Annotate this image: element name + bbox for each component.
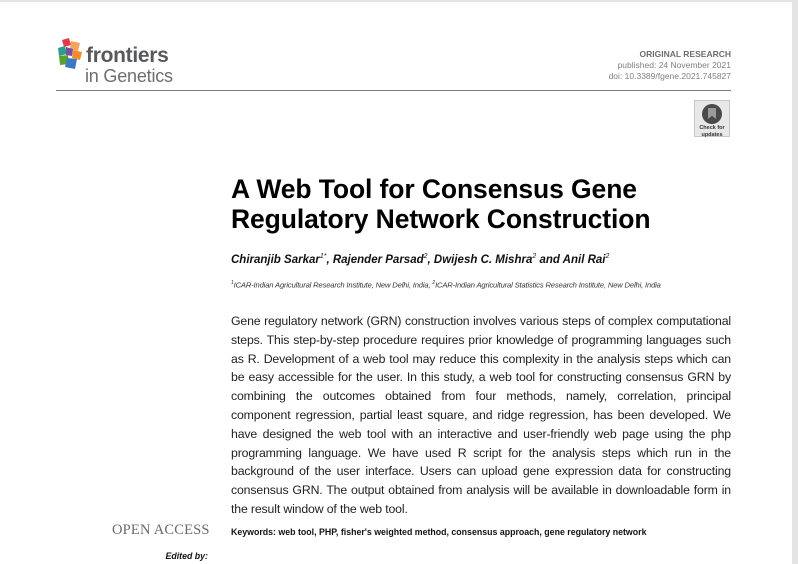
keywords: Keywords: web tool, PHP, fisher's weighted method, consensus approach, gene regulatory network (231, 527, 647, 537)
journal-logo[interactable] (56, 38, 196, 88)
author-name[interactable]: Rajender Parsad (332, 253, 424, 266)
doi-link[interactable]: doi: 10.3389/fgene.2021.745827 (608, 71, 731, 81)
check-updates-label-1: Check for (699, 125, 725, 131)
affiliation-text: ICAR-Indian Agricultural Research Institute, New Delhi, India, (233, 280, 433, 290)
published-date: published: 24 November 2021 (617, 60, 731, 70)
affiliation-text: ICAR-Indian Agricultural Statistics Research Institute, New Delhi, India (435, 280, 661, 290)
check-updates-label-2: updates (701, 132, 723, 138)
author-list (231, 253, 609, 266)
bookmark-icon (702, 104, 722, 124)
author-name[interactable]: Chiranjib Sarkar (231, 253, 320, 266)
header-divider (56, 90, 731, 91)
author-name[interactable]: Anil Rai (562, 253, 606, 266)
article-page (0, 2, 792, 564)
author-name[interactable]: Dwijesh C. Mishra (433, 253, 533, 266)
author-affil-sup: 2 (605, 253, 610, 260)
author-separator: , (326, 253, 333, 266)
author-affil-sup: 2 (532, 253, 537, 260)
author-separator: and (536, 253, 563, 266)
affil-sup: 2 (432, 280, 436, 286)
affiliations (231, 280, 661, 290)
open-access-label: OPEN ACCESS (112, 522, 210, 538)
journal-name-line2: in Genetics (85, 66, 173, 86)
journal-name-line1: frontiers (86, 44, 169, 67)
article-type: ORIGINAL RESEARCH (639, 49, 731, 59)
article-title: A Web Tool for Consensus Gene Regulatory Network Construction (231, 174, 651, 234)
author-affil-sup: 2 (423, 253, 428, 260)
check-for-updates-button[interactable] (694, 100, 730, 137)
article-meta (609, 49, 731, 82)
author-affil-sup: 1* (319, 253, 327, 260)
affil-sup: 1 (231, 280, 234, 286)
abstract: Gene regulatory network (GRN) construction involves various steps of complex computational steps. This step-by-step procedure requires prior knowledge of programming languages such as R. Development of a web tool may reduce this complexity in the analysis steps which can be easy accessible for the user. In this study, a web tool for constructing consensus GRN by combining the outcomes obtained from four methods, namely, correlation, principal component regression, partial least square, and ridge regression, has been developed. We have designed the web tool with an interactive and user-friendly web page using the php programming language. We have used R script for the analysis steps which run in the background of the user interface. Users can upload gene expression data for constructing consensus GRN. The output obtained from analysis will be available in downloadable form in the result window of the web tool. (231, 314, 731, 516)
edited-by-label: Edited by: (165, 551, 208, 561)
frontiers-logo-icon (56, 38, 84, 70)
author-separator: , (427, 253, 434, 266)
